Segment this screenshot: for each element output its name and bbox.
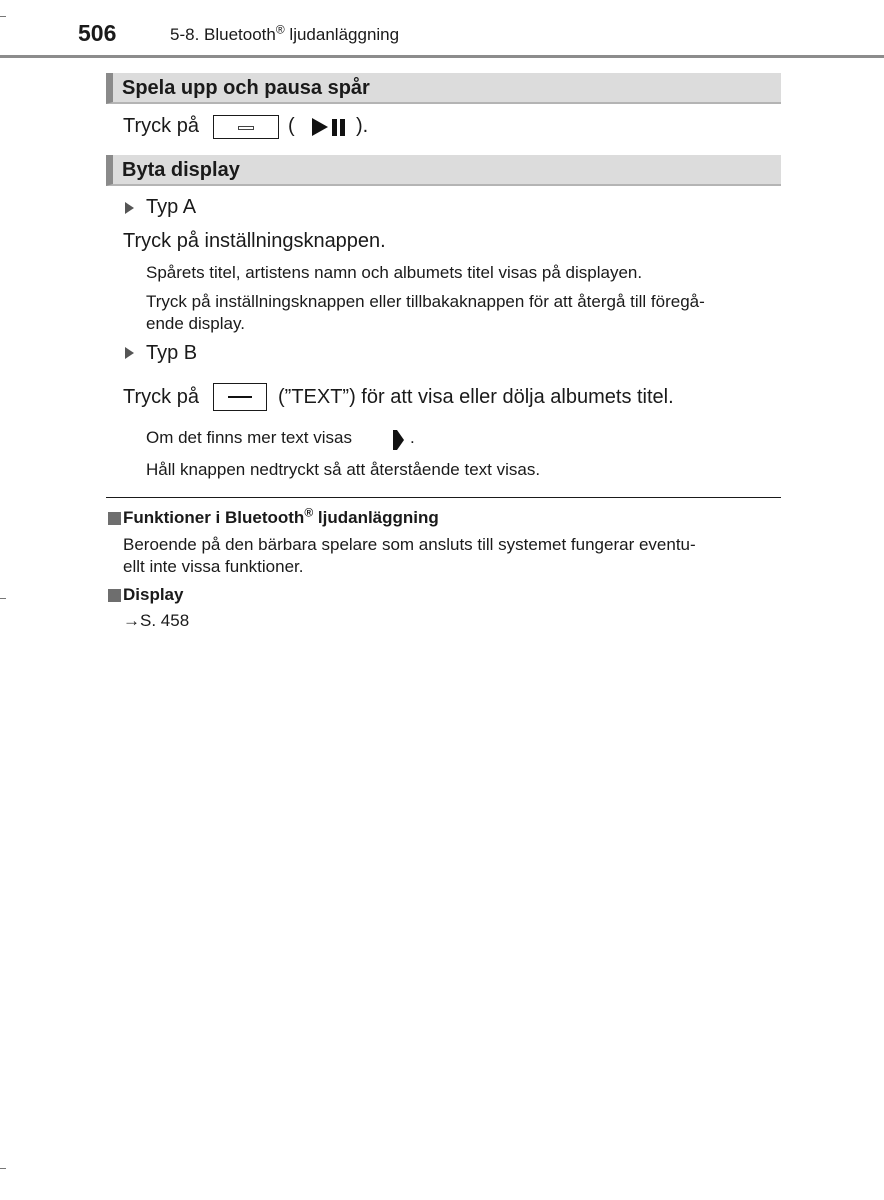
square-bullet-icon: [108, 512, 121, 525]
text-button-icon: [213, 383, 267, 411]
crop-mark: [0, 1168, 6, 1169]
type-b-instruction-prefix: Tryck på: [123, 386, 199, 408]
triangle-bullet-icon: [125, 202, 134, 214]
functions-body-line-1: Beroende på den bärbara spelare som ansluts till systemet fungerar eventu-: [123, 535, 696, 554]
type-a-note-2-line-2: ende display.: [146, 314, 245, 333]
type-a-label: Typ A: [146, 196, 197, 218]
crop-mark: [0, 16, 6, 17]
display-title: Display: [123, 585, 184, 604]
section-heading-display: [106, 155, 781, 186]
type-b-note-1-prefix: Om det finns mer text visas: [146, 428, 352, 447]
type-b-note-2: Håll knappen nedtryckt så att återstående text visas.: [146, 460, 541, 479]
type-a-note-1: Spårets titel, artistens namn och albumets titel visas på displayen.: [146, 263, 643, 282]
functions-title: [123, 507, 439, 529]
functions-title-suffix: ljudanläggning: [313, 508, 439, 527]
functions-title-prefix: Funktioner i Bluetooth: [123, 508, 305, 527]
section-title-display: Byta display: [122, 159, 240, 181]
paren-open: (: [288, 115, 295, 137]
section-heading-play: [106, 73, 781, 104]
paren-close: ).: [356, 115, 369, 137]
info-divider: [106, 497, 781, 498]
type-b-note-1-suffix: .: [410, 428, 415, 447]
triangle-bullet-icon: [125, 347, 134, 359]
functions-body-line-2: ellt inte vissa funktioner.: [123, 557, 304, 576]
more-text-arrow-icon: [391, 429, 405, 451]
square-bullet-icon: [108, 589, 121, 602]
registered-mark: ®: [275, 22, 285, 37]
type-a-note-2-line-1: Tryck på inställningsknappen eller tillbakaknappen för att återgå till föregå-: [146, 292, 705, 311]
chapter-prefix: 5-8. Bluetooth: [170, 25, 276, 44]
play-pause-icon: [311, 118, 347, 136]
header-rule: [0, 55, 884, 58]
page-number: 506: [78, 20, 117, 46]
section-title-play: Spela upp och pausa spår: [122, 77, 370, 99]
running-head: [170, 22, 399, 48]
type-b-label: Typ B: [146, 342, 198, 364]
registered-mark: ®: [304, 505, 314, 520]
display-page-reference[interactable]: →S. 458: [123, 611, 190, 630]
crop-mark: [0, 598, 6, 599]
type-a-instruction: Tryck på inställningsknappen.: [123, 230, 386, 252]
type-b-instruction-suffix: (”TEXT”) för att visa eller dölja albumets titel.: [278, 386, 674, 408]
steering-button-icon: [213, 115, 279, 139]
chapter-suffix: ljudanläggning: [284, 25, 400, 44]
play-instruction-prefix: Tryck på: [123, 115, 199, 137]
